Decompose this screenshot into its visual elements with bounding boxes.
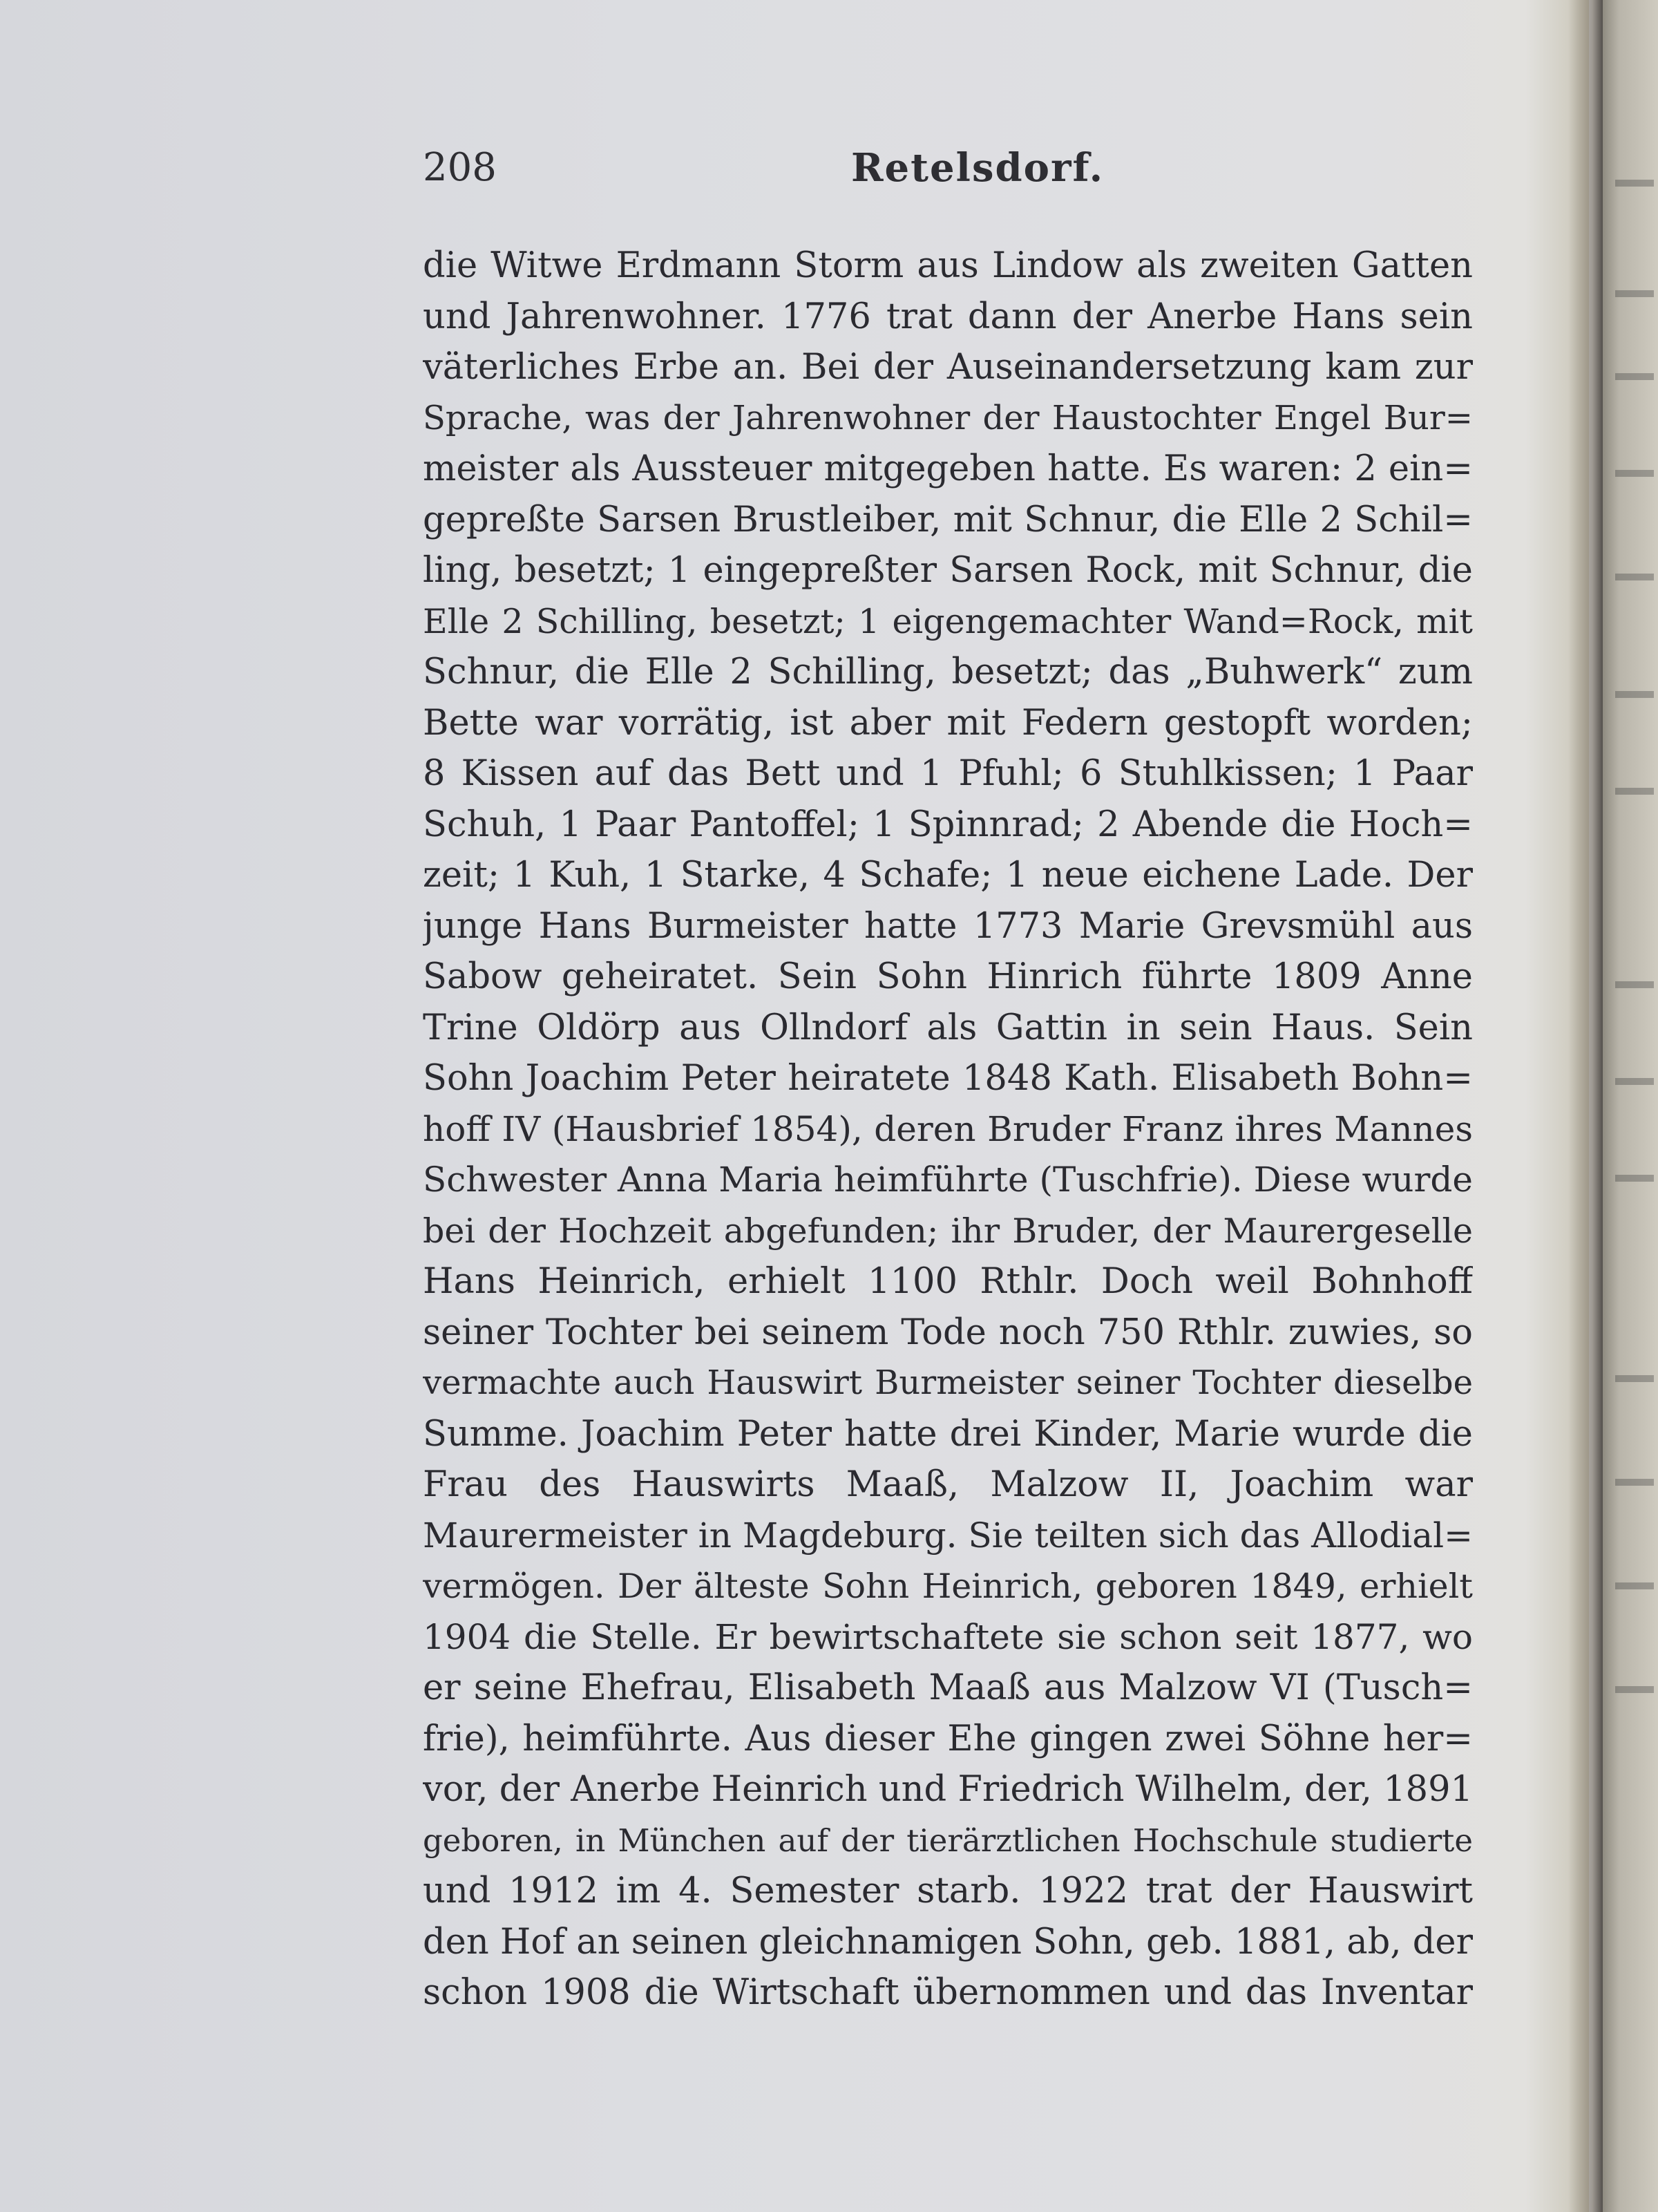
- text-line: Bette war vorrätig, ist aber mit Federn gestopft worden;: [423, 702, 1473, 744]
- text-line: Elle 2 Schilling, besetzt; 1 eigengemachter Wand=Rock, mit: [423, 601, 1473, 641]
- text-line: die Witwe Erdmann Storm aus Lindow als zweiten Gatten: [423, 245, 1473, 286]
- text-line: Summe. Joachim Peter hatte drei Kinder, Marie wurde die: [423, 1413, 1473, 1455]
- text-line: geboren, in München auf der tierärztlichen Hochschule studierte: [423, 1822, 1473, 1859]
- bleed-mark: [1615, 1686, 1654, 1693]
- text-line: vermachte auch Hauswirt Burmeister seiner Tochter dieselbe: [423, 1363, 1473, 1402]
- text-line: und 1912 im 4. Semester starb. 1922 trat der Hauswirt: [423, 1871, 1473, 1911]
- text-line: seiner Tochter bei seinem Tode noch 750 Rthlr. zuwies, so: [423, 1312, 1473, 1353]
- running-title: Retelsdorf.: [851, 145, 1105, 191]
- bleed-mark: [1615, 574, 1654, 580]
- bleed-mark: [1615, 373, 1654, 380]
- page-number: 208: [423, 145, 497, 190]
- bleed-mark: [1615, 788, 1654, 795]
- text-line: Trine Oldörp aus Ollndorf als Gattin in sein Haus. Sein: [423, 1007, 1473, 1048]
- text-line: zeit; 1 Kuh, 1 Starke, 4 Schafe; 1 neue eichene Lade. Der: [423, 855, 1473, 896]
- text-line: frie), heimführte. Aus dieser Ehe gingen zwei Söhne her=: [423, 1718, 1473, 1759]
- text-line: 1904 die Stelle. Er bewirtschaftete sie schon seit 1877, wo: [423, 1616, 1473, 1657]
- bleed-mark: [1615, 1175, 1654, 1182]
- text-line: schon 1908 die Wirtschaft übernommen und das Inventar: [423, 1972, 1473, 2013]
- text-line: hoff IV (Hausbrief 1854), deren Bruder Franz ihres Mannes: [423, 1108, 1473, 1149]
- text-line: Maurermeister in Magdeburg. Sie teilten sich das Allodial=: [423, 1515, 1473, 1556]
- body-text: [423, 240, 1473, 2019]
- text-line: bei der Hochzeit abgefunden; ihr Bruder, der Maurergeselle: [423, 1211, 1473, 1251]
- text-line: 8 Kissen auf das Bett und 1 Pfuhl; 6 Stuhlkissen; 1 Paar: [423, 753, 1473, 794]
- text-line: er seine Ehefrau, Elisabeth Maaß aus Malzow VI (Tusch=: [423, 1667, 1473, 1708]
- running-head: [423, 145, 1473, 193]
- bleed-mark: [1615, 1375, 1654, 1382]
- text-line: Sohn Joachim Peter heiratete 1848 Kath. Elisabeth Bohn=: [423, 1058, 1473, 1099]
- text-line: Hans Heinrich, erhielt 1100 Rthlr. Doch weil Bohnhoff: [423, 1261, 1473, 1302]
- text-line: den Hof an seinen gleichnamigen Sohn, geb. 1881, ab, der: [423, 1921, 1473, 1963]
- bleed-mark: [1615, 981, 1654, 988]
- text-line: väterliches Erbe an. Bei der Auseinandersetzung kam zur: [423, 347, 1473, 388]
- text-line: junge Hans Burmeister hatte 1773 Marie Grevsmühl aus: [423, 905, 1473, 947]
- page-gutter-shadow: [1568, 0, 1603, 2212]
- bleed-mark: [1615, 1479, 1654, 1486]
- text-line: und Jahrenwohner. 1776 trat dann der Anerbe Hans sein: [423, 296, 1473, 337]
- text-line: gepreßte Sarsen Brustleiber, mit Schnur, die Elle 2 Schil=: [423, 499, 1473, 540]
- bleed-mark: [1615, 470, 1654, 477]
- text-line: Sabow geheiratet. Sein Sohn Hinrich führte 1809 Anne: [423, 956, 1473, 997]
- bleed-mark: [1615, 1078, 1654, 1085]
- text-line: Frau des Hauswirts Maaß, Malzow II, Joachim war: [423, 1464, 1473, 1505]
- text-line: vermögen. Der älteste Sohn Heinrich, geboren 1849, erhielt: [423, 1567, 1473, 1606]
- text-line: Schuh, 1 Paar Pantoffel; 1 Spinnrad; 2 Abende die Hoch=: [423, 804, 1473, 845]
- bleed-mark: [1615, 290, 1654, 297]
- text-line: ling, besetzt; 1 eingepreßter Sarsen Rock, mit Schnur, die: [423, 550, 1473, 591]
- bleed-mark: [1615, 180, 1654, 187]
- bleed-mark: [1615, 691, 1654, 698]
- text-line: Schnur, die Elle 2 Schilling, besetzt; das „Buhwerk“ zum: [423, 652, 1473, 692]
- text-line: Sprache, was der Jahrenwohner der Haustochter Engel Bur=: [423, 398, 1473, 437]
- text-line: vor, der Anerbe Heinrich und Friedrich Wilhelm, der, 1891: [423, 1769, 1473, 1810]
- text-line: Schwester Anna Maria heimführte (Tuschfrie). Diese wurde: [423, 1160, 1473, 1200]
- bleed-mark: [1615, 1582, 1654, 1589]
- adjacent-page-edge: [1603, 0, 1658, 2212]
- text-line: meister als Aussteuer mitgegeben hatte. Es waren: 2 ein=: [423, 448, 1473, 489]
